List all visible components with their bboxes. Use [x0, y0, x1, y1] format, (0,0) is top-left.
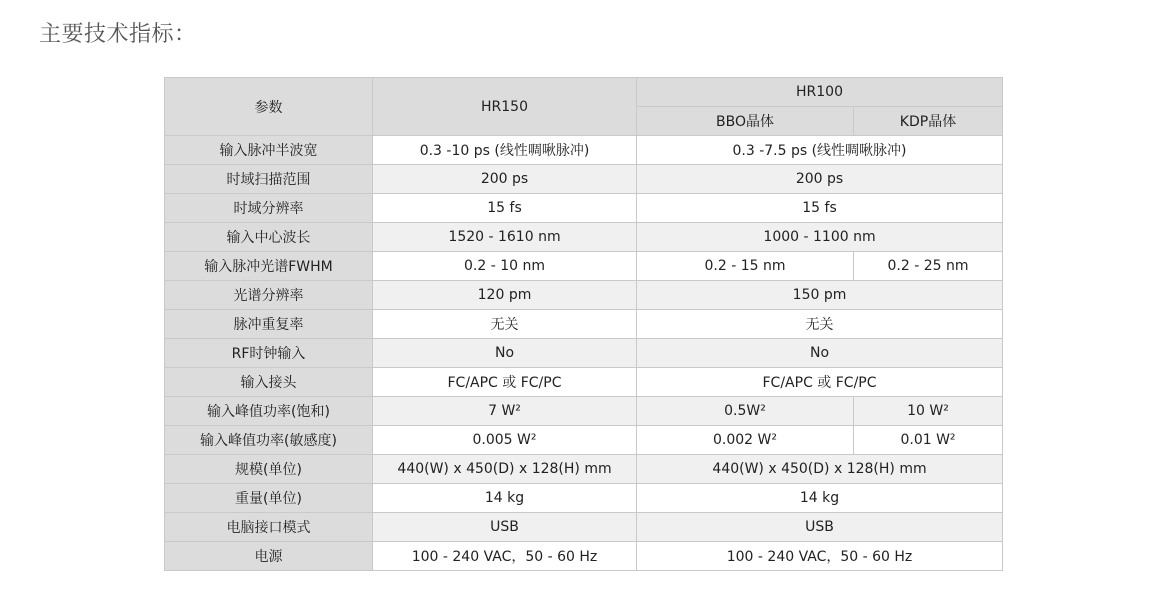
- table-row: [165, 281, 1003, 310]
- row-hr100: 0.3 -7.5 ps (线性啁啾脉冲): [637, 136, 1003, 165]
- row-hr150: 15 fs: [373, 194, 637, 223]
- row-param: RF时钟输入: [165, 339, 373, 368]
- row-hr100: 100 - 240 VAC，50 - 60 Hz: [637, 542, 1003, 571]
- row-hr150: 200 ps: [373, 165, 637, 194]
- row-hr100: 1000 - 1100 nm: [637, 223, 1003, 252]
- table-row: [165, 194, 1003, 223]
- table-row: [165, 165, 1003, 194]
- row-hr150: No: [373, 339, 637, 368]
- row-param: 时域扫描范围: [165, 165, 373, 194]
- row-hr150: 100 - 240 VAC，50 - 60 Hz: [373, 542, 637, 571]
- header-param: 参数: [165, 78, 373, 136]
- row-hr150: 14 kg: [373, 484, 637, 513]
- row-kdp: 0.2 - 25 nm: [854, 252, 1003, 281]
- row-param: 电源: [165, 542, 373, 571]
- row-hr100: 200 ps: [637, 165, 1003, 194]
- row-param: 电脑接口模式: [165, 513, 373, 542]
- row-param: 脉冲重复率: [165, 310, 373, 339]
- header-hr150: HR150: [373, 78, 637, 136]
- table-row: [165, 368, 1003, 397]
- row-hr150: 无关: [373, 310, 637, 339]
- header-kdp: KDP晶体: [854, 107, 1003, 136]
- row-param: 规模(单位): [165, 455, 373, 484]
- table-row: [165, 397, 1003, 426]
- row-hr100: 440(W) x 450(D) x 128(H) mm: [637, 455, 1003, 484]
- spec-table-body: [165, 136, 1003, 571]
- section-heading: 主要技术指标：: [39, 22, 197, 47]
- row-hr150: 7 W²: [373, 397, 637, 426]
- row-hr150: 0.3 -10 ps (线性啁啾脉冲): [373, 136, 637, 165]
- row-hr100: FC/APC 或 FC/PC: [637, 368, 1003, 397]
- row-hr100: 无关: [637, 310, 1003, 339]
- table-row: [165, 136, 1003, 165]
- row-hr150: 1520 - 1610 nm: [373, 223, 637, 252]
- row-param: 输入峰值功率(敏感度): [165, 426, 373, 455]
- row-kdp: 10 W²: [854, 397, 1003, 426]
- header-row: [165, 78, 1003, 107]
- table-row: [165, 484, 1003, 513]
- row-bbo: 0.2 - 15 nm: [637, 252, 854, 281]
- row-hr100: No: [637, 339, 1003, 368]
- header-bbo: BBO晶体: [637, 107, 854, 136]
- spec-table: [164, 77, 1003, 571]
- table-row: [165, 455, 1003, 484]
- row-param: 输入脉冲半波宽: [165, 136, 373, 165]
- row-hr100: 150 pm: [637, 281, 1003, 310]
- row-hr150: 440(W) x 450(D) x 128(H) mm: [373, 455, 637, 484]
- table-row: [165, 513, 1003, 542]
- header-hr100: HR100: [637, 78, 1003, 107]
- table-row: [165, 310, 1003, 339]
- row-hr150: FC/APC 或 FC/PC: [373, 368, 637, 397]
- table-row: [165, 339, 1003, 368]
- row-kdp: 0.01 W²: [854, 426, 1003, 455]
- row-bbo: 0.002 W²: [637, 426, 854, 455]
- row-hr150: USB: [373, 513, 637, 542]
- row-param: 输入接头: [165, 368, 373, 397]
- row-param: 输入中心波长: [165, 223, 373, 252]
- row-hr100: 15 fs: [637, 194, 1003, 223]
- row-hr150: 0.005 W²: [373, 426, 637, 455]
- row-hr100: 14 kg: [637, 484, 1003, 513]
- row-bbo: 0.5W²: [637, 397, 854, 426]
- row-param: 时域分辨率: [165, 194, 373, 223]
- row-hr150: 0.2 - 10 nm: [373, 252, 637, 281]
- row-hr100: USB: [637, 513, 1003, 542]
- row-hr150: 120 pm: [373, 281, 637, 310]
- row-param: 输入脉冲光谱FWHM: [165, 252, 373, 281]
- table-row: [165, 542, 1003, 571]
- table-row: [165, 252, 1003, 281]
- row-param: 输入峰值功率(饱和): [165, 397, 373, 426]
- table-row: [165, 223, 1003, 252]
- row-param: 重量(单位): [165, 484, 373, 513]
- row-param: 光谱分辨率: [165, 281, 373, 310]
- table-row: [165, 426, 1003, 455]
